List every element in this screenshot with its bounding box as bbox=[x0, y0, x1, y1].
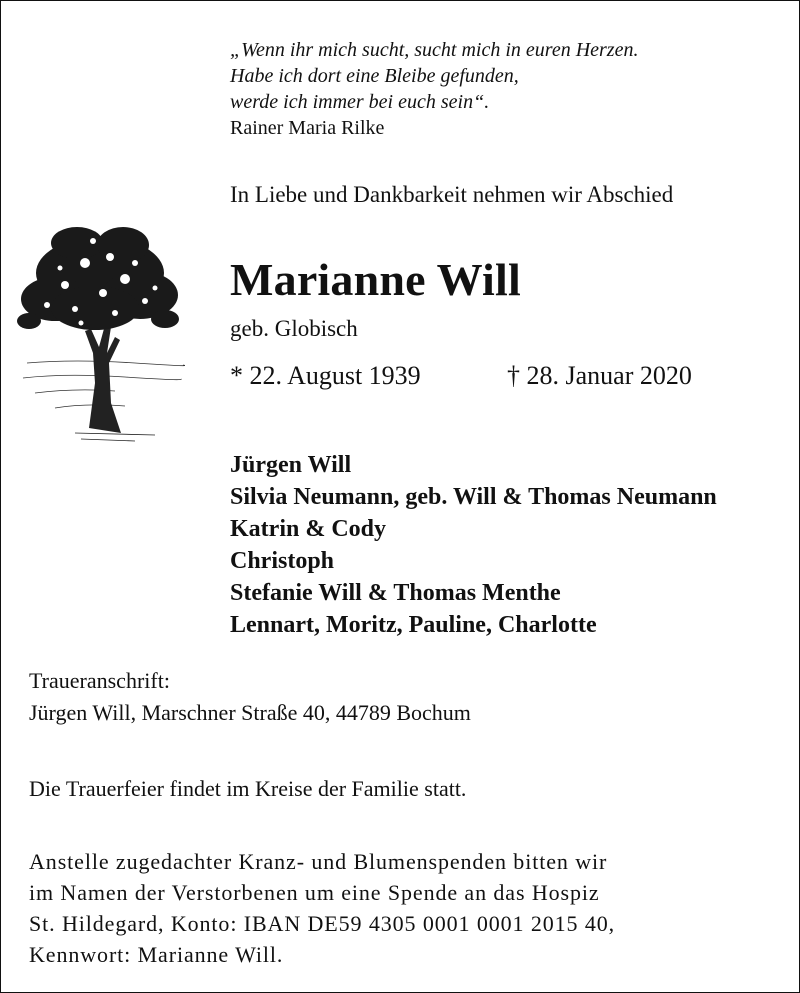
address-value: Jürgen Will, Marschner Straße 40, 44789 Bochum bbox=[29, 700, 471, 725]
donation-line: im Namen der Verstorbenen um eine Spende an das Hospiz bbox=[29, 880, 600, 905]
quote-line: werde ich immer bei euch sein“. bbox=[230, 91, 490, 113]
quote-line: „Wenn ihr mich sucht, sucht mich in euren Herzen. bbox=[230, 39, 639, 61]
rilke-quote bbox=[230, 37, 638, 141]
donation-line: Kennwort: Marianne Will. bbox=[29, 942, 284, 967]
family-list bbox=[230, 449, 717, 641]
donation-line: St. Hildegard, Konto: IBAN DE59 4305 0001 0001 2015 40, bbox=[29, 911, 616, 936]
family-member: Stefanie Will & Thomas Menthe bbox=[230, 580, 561, 606]
family-member: Jürgen Will bbox=[230, 452, 352, 478]
family-member: Katrin & Cody bbox=[230, 516, 386, 542]
deceased-name: Marianne Will bbox=[230, 254, 521, 305]
birth-date: * 22. August 1939 bbox=[230, 361, 421, 390]
donation-note bbox=[29, 846, 779, 970]
family-member: Silvia Neumann, geb. Will & Thomas Neumann bbox=[230, 484, 717, 510]
life-dates bbox=[230, 361, 692, 391]
address-label: Traueranschrift: bbox=[29, 668, 170, 693]
mourning-address bbox=[29, 665, 471, 729]
family-member: Christoph bbox=[230, 548, 335, 574]
donation-line: Anstelle zugedachter Kranz- und Blumenspenden bitten wir bbox=[29, 849, 608, 874]
birth-name: geb. Globisch bbox=[230, 316, 358, 341]
ceremony-note: Die Trauerfeier findet im Kreise der Familie statt. bbox=[29, 776, 467, 801]
farewell-text: In Liebe und Dankbarkeit nehmen wir Abschied bbox=[230, 182, 674, 207]
tree-illustration-icon bbox=[15, 213, 185, 443]
quote-author: Rainer Maria Rilke bbox=[230, 117, 385, 139]
quote-line: Habe ich dort eine Bleibe gefunden, bbox=[230, 65, 519, 87]
family-member: Lennart, Moritz, Pauline, Charlotte bbox=[230, 612, 597, 638]
death-date: † 28. Januar 2020 bbox=[507, 361, 692, 390]
